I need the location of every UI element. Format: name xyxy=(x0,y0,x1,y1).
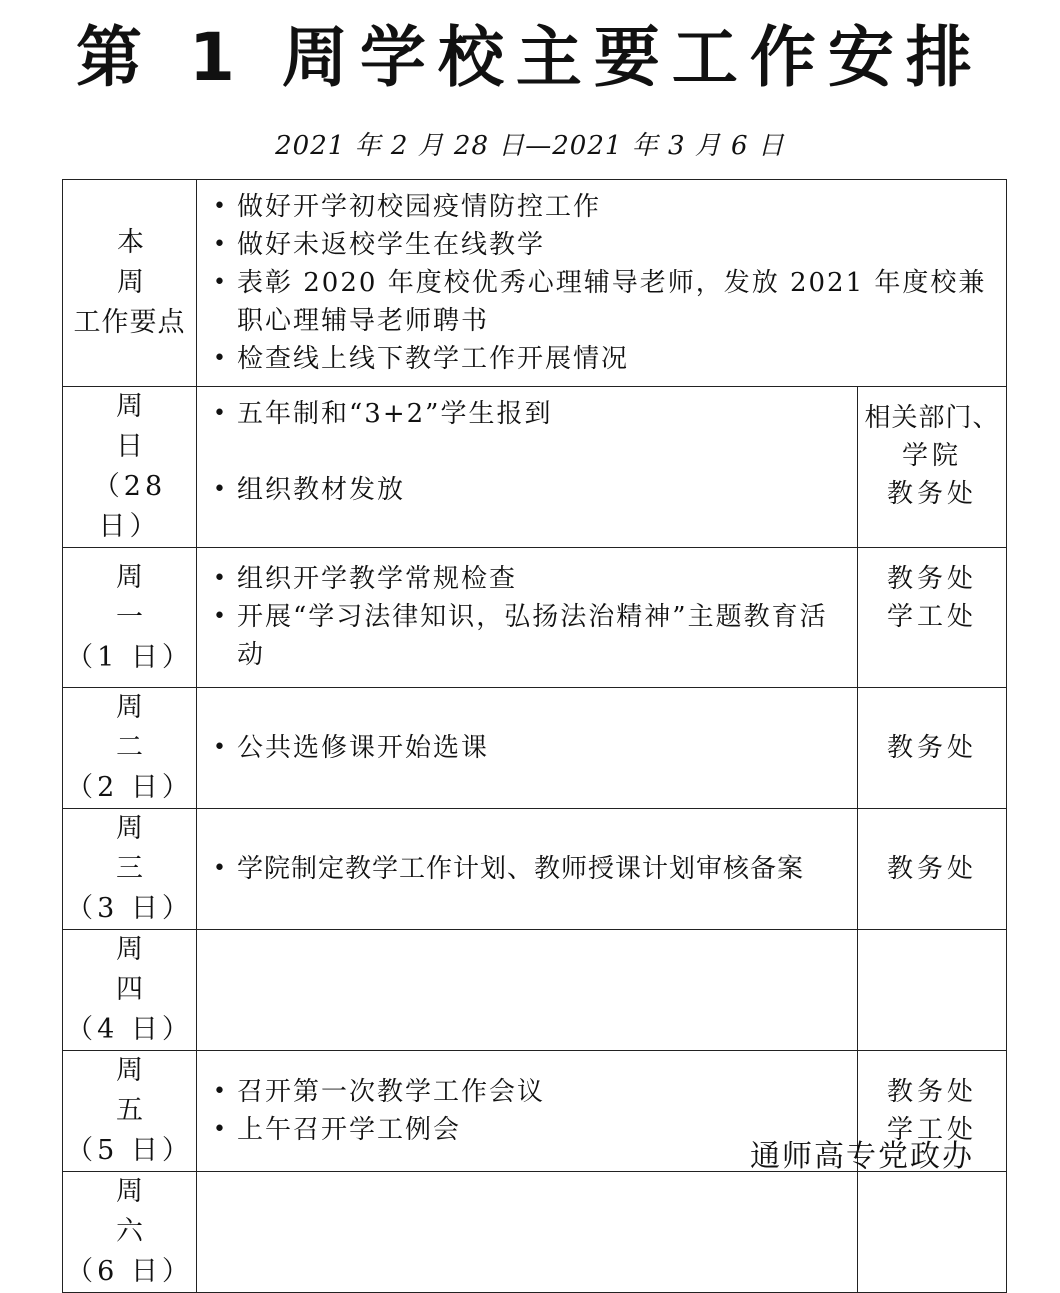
day-label: 周日 （28 日） xyxy=(63,387,197,548)
task-item: • 学院制定教学工作计划、教师授课计划审核备案 xyxy=(211,850,853,888)
day-departments: 教务处 学工处 xyxy=(858,548,1007,688)
key-point-item: • 检查线上线下教学工作开展情况 xyxy=(211,340,1002,378)
day-tasks xyxy=(197,548,858,688)
task-item: • 组织教材发放 xyxy=(211,471,853,509)
key-points-cell xyxy=(197,180,1007,387)
key-points-label: 本周 工作要点 xyxy=(63,180,197,387)
day-tasks xyxy=(197,688,858,809)
day-tasks xyxy=(197,809,858,930)
day-departments xyxy=(858,1172,1007,1293)
day-row-wednesday xyxy=(63,809,1007,930)
day-label: 周二 （2 日） xyxy=(63,688,197,809)
task-item: • 公共选修课开始选课 xyxy=(211,729,853,767)
day-row-saturday xyxy=(63,1172,1007,1293)
day-departments: 教务处 学工处 xyxy=(858,1051,1007,1172)
day-label: 周一 （1 日） xyxy=(63,548,197,688)
date-range: 2021 年 2 月 28 日—2021 年 3 月 6 日 xyxy=(275,131,785,161)
day-tasks xyxy=(197,387,858,548)
day-label: 周四 （4 日） xyxy=(63,930,197,1051)
key-points-row xyxy=(63,180,1007,387)
day-label: 周三 （3 日） xyxy=(63,809,197,930)
task-item: • 上午召开学工例会 xyxy=(211,1111,853,1149)
day-label: 周六 （6 日） xyxy=(63,1172,197,1293)
key-point-item: • 表彰 2020 年度校优秀心理辅导老师，发放 2021 年度校兼职心理辅导老师聘书 xyxy=(211,264,1002,340)
task-item: • 召开第一次教学工作会议 xyxy=(211,1073,853,1111)
day-row-thursday xyxy=(63,930,1007,1051)
task-item: • 组织开学教学常规检查 xyxy=(211,560,853,598)
day-departments: 相关部门、 学院 教务处 xyxy=(858,387,1007,548)
task-item: • 开展“学习法律知识，弘扬法治精神”主题教育活动 xyxy=(211,598,853,674)
key-point-item: • 做好未返校学生在线教学 xyxy=(211,226,1002,264)
issuer-signature: 通师高专党政办 xyxy=(750,1139,974,1174)
day-departments: 教务处 xyxy=(858,688,1007,809)
day-departments: 教务处 xyxy=(858,809,1007,930)
day-label: 周五 （5 日） xyxy=(63,1051,197,1172)
day-tasks xyxy=(197,930,858,1051)
schedule-table xyxy=(62,179,1007,1293)
page-title: 第 1 周学校主要工作安排 xyxy=(76,19,984,96)
day-row-monday xyxy=(63,548,1007,688)
day-tasks xyxy=(197,1172,858,1293)
day-departments xyxy=(858,930,1007,1051)
day-row-sunday xyxy=(63,387,1007,548)
task-item: • 五年制和“3+2”学生报到 xyxy=(211,395,853,433)
key-point-item: • 做好开学初校园疫情防控工作 xyxy=(211,188,1002,226)
day-row-tuesday xyxy=(63,688,1007,809)
